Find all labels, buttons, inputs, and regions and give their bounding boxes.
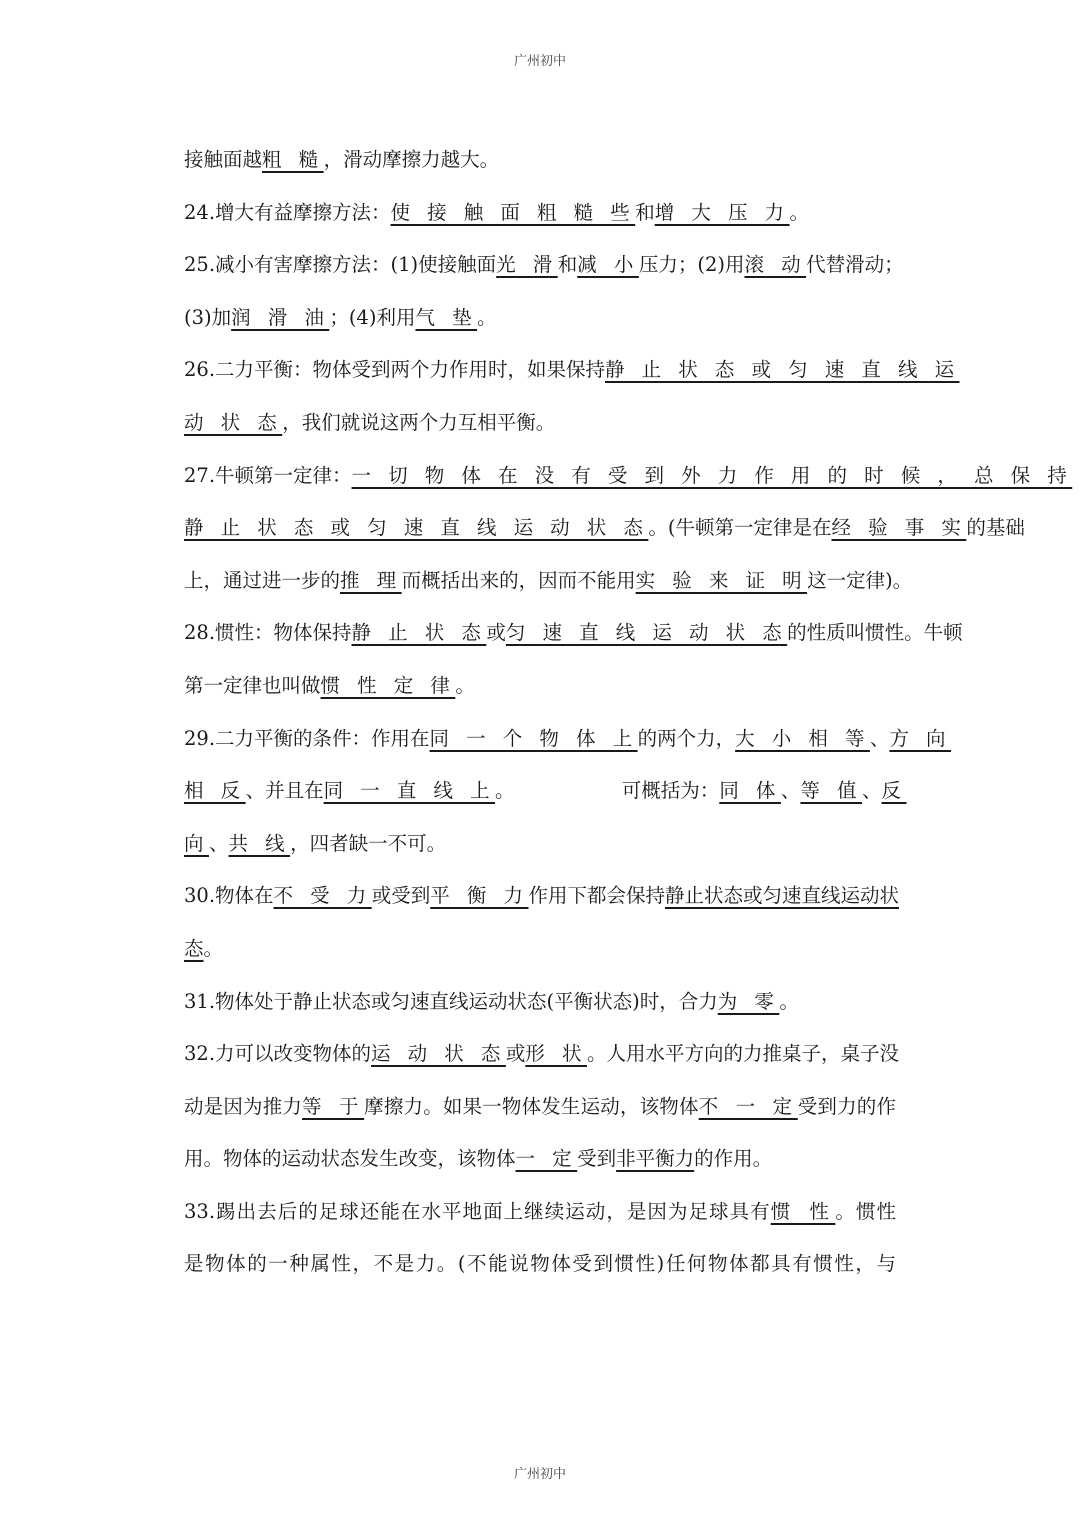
document-body (184, 134, 1073, 1291)
underlined-answer: 光 滑 (496, 253, 558, 277)
underlined-answer: 同 一 个 物 体 上 (429, 726, 638, 750)
underlined-answer: 形 状 (525, 1042, 587, 1066)
text-line: 上，通过进一步的推 理而概括出来的，因而不能用实 验 来 证 明这一定律)。 (184, 568, 913, 592)
underlined-answer: 惯 性 (770, 1199, 836, 1223)
underlined-answer: 为 零 (717, 989, 780, 1013)
text-line: 24.增大有益摩擦方法：使 接 触 面 粗 糙 些和增 大 压 力。 (184, 200, 810, 224)
underlined-answer: 向 (184, 831, 209, 855)
underlined-answer: 匀 速 直 线 运 动 状 态 (505, 621, 788, 645)
underlined-answer: 滚 动 (744, 253, 807, 277)
underlined-answer: 态 (184, 936, 204, 960)
underlined-answer: 气 垫 (415, 305, 478, 329)
underlined-answer: 不 受 力 (273, 884, 372, 908)
underlined-answer: 一 定 (515, 1147, 578, 1171)
underlined-answer: 静 止 状 态 或 匀 速 直 线 运 动 状 态 (184, 516, 649, 540)
underlined-answer: 平 衡 力 (430, 884, 529, 908)
underlined-answer: 减 小 (577, 253, 639, 277)
text-line: 接触面越粗 糙，滑动摩擦力越大。 (184, 148, 500, 171)
text-line: 26.二力平衡：物体受到两个力作用时，如果保持静 止 状 态 或 匀 速 直 线 运 (184, 358, 960, 382)
text-line: 静 止 状 态 或 匀 速 直 线 运 动 状 态。(牛顿第一定律是在经 验 事 实的基础 (184, 516, 1025, 540)
underlined-answer: 同 体 (719, 779, 781, 803)
text-line: 用。物体的运动状态发生改变，该物体一 定受到非平衡力的作用。 (184, 1147, 773, 1171)
underlined-answer: 动 状 态 (184, 410, 283, 434)
text-line: 25.减小有害摩擦方法：(1)使接触面光 滑和减 小压力；(2)用滚 动代替滑动； (184, 253, 904, 277)
underlined-answer: 等 于 (302, 1094, 365, 1118)
underlined-answer: 一 切 物 体 在 没 有 受 到 外 力 作 用 的 时 候 ， 总 保 持 (351, 463, 1073, 487)
text-line: 向、共 线，四者缺一不可。 (184, 831, 447, 855)
page-header: 广州初中 (513, 54, 566, 69)
underlined-answer: 运 动 状 态 (371, 1042, 506, 1066)
text-line: 动 状 态，我们就说这两个力互相平衡。 (184, 410, 556, 434)
text-line: 相 反、并且在同 一 直 线 上。 可概括为：同 体、等 值、反 (184, 779, 907, 803)
underlined-answer: 增 大 压 力 (654, 200, 790, 224)
underlined-answer: 惯 性 定 律 (320, 673, 456, 697)
underlined-answer: 大 小 相 等 (735, 726, 870, 750)
underlined-answer: 等 值 (800, 779, 863, 803)
text-line: 动是因为推力等 于摩擦力。如果一物体发生运动，该物体不 一 定受到力的作 (184, 1094, 896, 1118)
page-footer: 广州初中 (513, 1467, 566, 1482)
underlined-answer: 实 验 来 证 明 (635, 568, 808, 592)
text-line: 态。 (184, 936, 224, 960)
underlined-answer: 同 一 直 线 上 (323, 779, 496, 803)
text-line: 32.力可以改变物体的运 动 状 态或形 状。人用水平方向的力推桌子，桌子没 (184, 1042, 899, 1066)
underlined-answer: 经 验 事 实 (831, 516, 967, 540)
underlined-answer: 润 滑 油 (231, 305, 330, 329)
underlined-answer: 共 线 (228, 831, 291, 855)
text-line: 是物体的一种属性，不是力。(不能说物体受到惯性)任何物体都具有惯性，与 (184, 1252, 896, 1276)
underlined-answer: 静 止 状 态 (351, 621, 487, 645)
underlined-answer: 使 接 触 面 粗 糙 些 (390, 200, 636, 224)
text-line: 27.牛顿第一定律：一 切 物 体 在 没 有 受 到 外 力 作 用 的 时 候 ， 总 保 持 (184, 463, 1073, 487)
underlined-answer: 静止状态或匀速直线运动状 (664, 884, 899, 908)
underlined-answer: 非平衡力 (616, 1147, 695, 1171)
underlined-answer: 推 理 (340, 568, 402, 592)
text-line: 28.惯性：物体保持静 止 状 态或匀 速 直 线 运 动 状 态的性质叫惯性。牛顿 (184, 621, 963, 645)
text-line: 33.踢出去后的足球还能在水平地面上继续运动，是因为足球具有惯 性。惯性 (184, 1199, 896, 1223)
underlined-answer: 方 向 (889, 726, 952, 750)
text-line: (3)加润 滑 油；(4)利用气 垫。 (184, 305, 497, 329)
underlined-answer: 粗 糙 (262, 148, 324, 171)
underlined-answer: 反 (881, 779, 907, 803)
text-line: 第一定律也叫做惯 性 定 律。 (184, 673, 475, 697)
underlined-answer: 不 一 定 (698, 1094, 798, 1118)
text-line: 30.物体在不 受 力或受到平 衡 力作用下都会保持静止状态或匀速直线运动状 (184, 884, 899, 908)
underlined-answer: 静 止 状 态 或 匀 速 直 线 运 (605, 358, 960, 382)
underlined-answer: 相 反 (184, 779, 246, 803)
text-line: 29.二力平衡的条件：作用在同 一 个 物 体 上的两个力，大 小 相 等、方 向 (184, 726, 952, 750)
text-line: 31.物体处于静止状态或匀速直线运动状态(平衡状态)时，合力为 零。 (184, 989, 799, 1013)
